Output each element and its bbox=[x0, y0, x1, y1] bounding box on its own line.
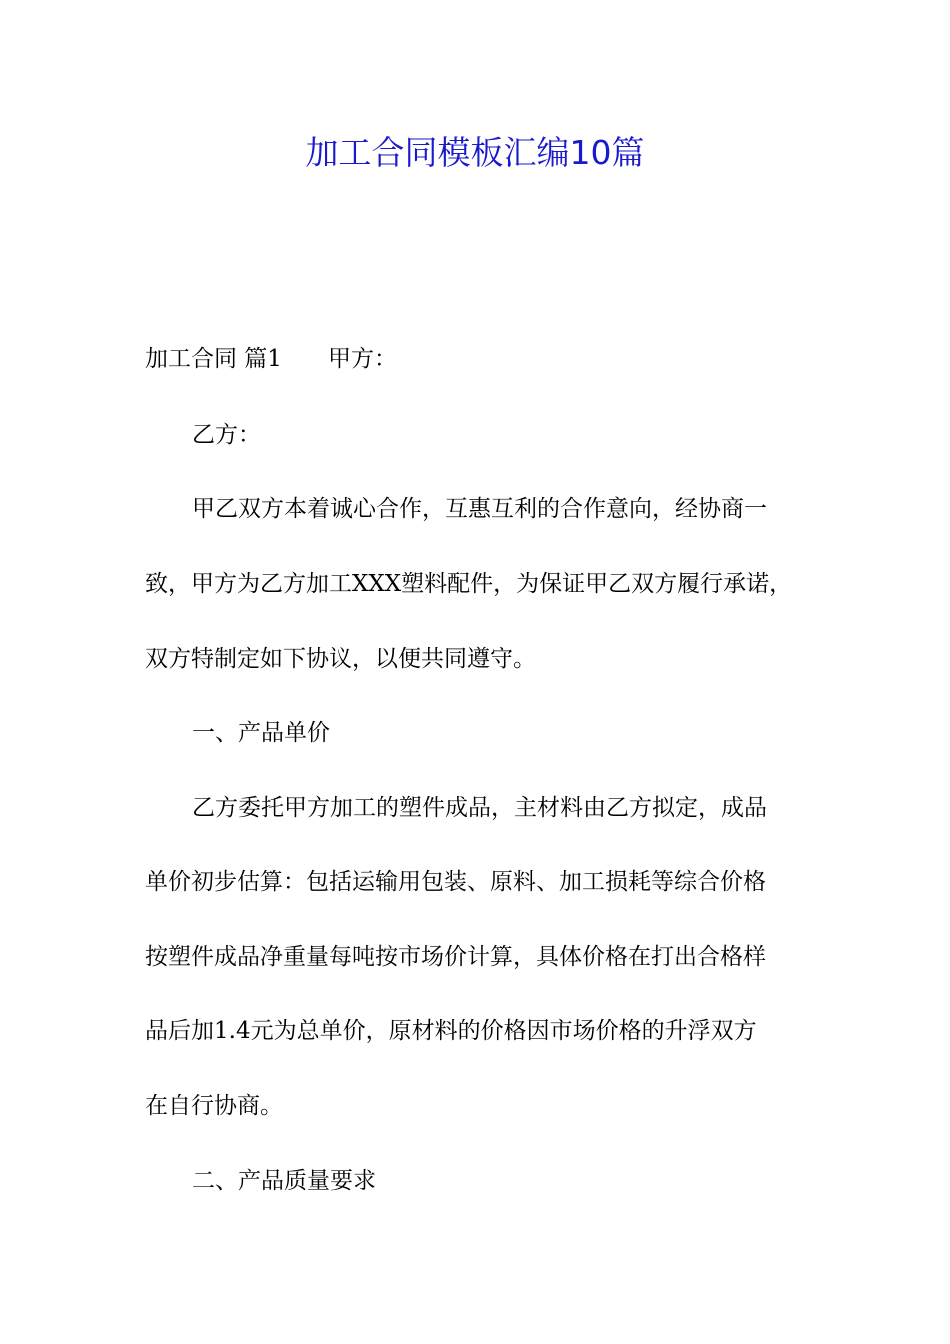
intro-line: 双方特制定如下协议，以便共同遵守。 bbox=[145, 646, 536, 672]
section-body-line: 品后加1.4元为总单价，原材料的价格因市场价格的升浮双方 bbox=[145, 1018, 757, 1044]
section-body-line: 按塑件成品净重量每吨按市场价计算，具体价格在打出合格样 bbox=[145, 944, 766, 970]
contract-heading bbox=[145, 342, 397, 376]
section-body-line: 在自行协商。 bbox=[145, 1093, 283, 1119]
party-b-label: 乙方： bbox=[192, 422, 261, 448]
section-heading: 一、产品单价 bbox=[192, 720, 330, 746]
section-heading: 二、产品质量要求 bbox=[192, 1168, 376, 1194]
party-a-label: 甲方： bbox=[327, 346, 397, 372]
section-body-line: 乙方委托甲方加工的塑件成品，主材料由乙方拟定，成品 bbox=[192, 795, 767, 821]
contract-heading-label: 加工合同 篇1 bbox=[145, 346, 282, 372]
section-body-line: 单价初步估算：包括运输用包装、原料、加工损耗等综合价格 bbox=[145, 869, 766, 895]
document-title: 加工合同模板汇编10篇 bbox=[305, 133, 645, 172]
intro-line: 致，甲方为乙方加工XXX塑料配件，为保证甲乙双方履行承诺， bbox=[145, 571, 793, 597]
intro-line: 甲乙双方本着诚心合作，互惠互利的合作意向，经协商一 bbox=[192, 496, 767, 522]
